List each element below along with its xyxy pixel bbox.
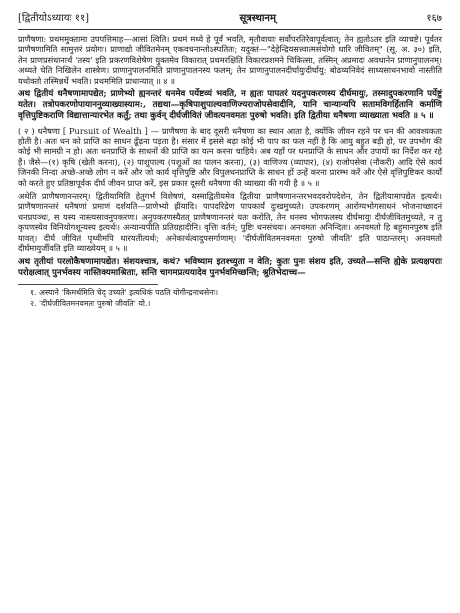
commentary-paragraph: अथेति प्राणैषणानन्तरम्। द्वितीयामिति हेतुगर्भं विशेषणं, यस्माद्वितीयमेव द्वितीया प्राणैषणानन्तरभवदवरोपदेशेन, तेन द्वितीयामापद्येत इत्यर्थः। प्राणैषणानन्तरं धनैषणां प्रमाणं दर्शयति—प्राणेभ्यो ह्रीयादि। पापदरिद्रेण पापकार्यं दुःखमुच्यते। उपकरणम् आरोग्यभोगसाधनं भोजनाच्छादनं धनप्रपञ्चः, स यस्य नास्त्यसावनुपकरणः। अनुपकरणस्यैतत् प्राणैषणानन्तरं यतः करोति, तेन धनस्य भोगफलस्य दीर्घमायुः दीर्घजीवितमुच्यते, न तु कृपणस्येव विनियोगशून्यस्य इत्यर्थः। अन्यान्यपीति प्रतिग्रहादीनि। वृत्तिः वर्तनं; पुष्टिः धनसंचयः। अनवमतः अनिन्दितः। अनवमतो हि बहुमानपुरुष इति यावत्। दीर्घ जीवितं पृथ्वीमपि धारयतीत्यर्थः; अनेकार्थत्वादुपसर्गाणाम्। 'दीर्घजीवितमनवमतः पुरुषो जीवति' इति पाठान्तरम्। अनवमतो दीर्घमायुर्जीवति इति व्याख्येयम् ॥ ५ ॥ bbox=[18, 191, 442, 254]
footnotes bbox=[18, 288, 442, 309]
commentary-paragraph: प्राणैषणा: प्रथममुक्तामा उपपत्तिमाह—आसां त्विति। प्रथमं मध्ये हे पूर्वं भवति, मृतौवायाः सर्वोपरतिरेवापूर्वत्वात्; तेन ह्यतोऽतर इति व्याचष्टे। पूर्वतर प्राणैषणामिति सामुत्तरं प्रयोगः। प्राणाद्यो जीवितमेनम् एकवचनान्तोऽस्पतितः; यदुक्तं—"देहेन्द्रियसत्त्वात्मसंयोगो धारि जीवितम्" (सू. अ. ३०) इति, तेन प्राणप्रसंधानार्थं 'तस्य' इति प्रकरणविशेषेण युक्तमेव विकारात् प्रथमरक्षिति विकारप्रशमने चिकित्सा, तस्मिन् अप्रमादः अवधानेन प्राणानुपालनम्। अथ्यते चेति निखिलेन शास्त्रेण। प्राणानुपालनमिति प्राणानुपालनस्य फलम्; तेन प्राणानुपालनदीर्घायुःदीर्घायु: बोढव्यनिवेदं साध्यसाधनभावो नास्तीति यथोक्तो तस्मिन्नर्थे भवति। प्रथममिति प्राधान्यात् ॥ ४ ॥ bbox=[18, 34, 442, 86]
sutra-verse-paragraph: अथ तृतीयां परलोकैषणामापद्येत। संशयश्चात्र, कथं? भविष्याम इतश्च्युता न वेति; कुतः पुनः संशय इति, उच्यते—सन्ति ह्येके प्रत्यक्षपराः परोक्षत्वात् पुनर्भवस्य नास्तिक्यमाश्रिताः, सन्ति चागमप्रत्ययादेव पुनर्भवमिच्छन्ति; श्रुतिभेदाच्च— bbox=[18, 256, 442, 278]
footnote-separator bbox=[18, 284, 158, 285]
footnote: १. अस्याने 'किमर्थमिति चेद् उच्यते' इत्यधिकं पठति योगीन्द्रनाथसेनः। bbox=[30, 287, 219, 297]
running-header bbox=[18, 12, 442, 30]
section-title: सूत्रस्थानम् bbox=[239, 13, 276, 24]
sutra-verse-paragraph: अथ द्वितीयं धनैषणामापद्येत; प्राणेभ्यो ह्यनन्तरं धनमेव पर्येष्टव्यं भवति, न ह्यतः पापतरं यदनुपकरणस्य दीर्घमायुः, तस्मादुपकरणानि पर्येष्टुं यतेत। तत्रोपकरणोपायाननुव्याख्यास्याम:, तद्यथा—कृषिपाशुपाल्यवाणिज्यराजोपसेवादीनि, यानि चान्यान्यपि सतामविगर्हितानि कर्माणि वृत्तिपुष्टिकराणि विद्यात्तान्यारभेत कर्तुं; तथा कुर्वन् दीर्घजीवितं जीवत्यनवमतः पुरुषो भवति। इति द्वितीया धनैषणा व्याख्याता भवति ॥ ५ ॥ bbox=[18, 89, 442, 122]
page-number: १६७ bbox=[426, 13, 442, 24]
hindi-translation-paragraph: ( २ ) धनैषणा [ Pursuit of Wealth ] — प्राणैषणा के बाद दूसरी धनैषणा का स्थान आता है, क्योंकि जीवन रहने पर धन की आवश्यकता होती है। अतः धन को प्राप्ति का साधन ढूँढ़ना पड़ता है। संसार में इससे बढ़ा कोई भी पाप का फल नहीं है कि आयु बहुत बड़ी हो, पर उपभोग की कोई भी सामग्री न हो। अतः धनप्राप्ति के साधनों की प्राप्ति का यत्न करना चाहिये। अब यहाँ पर धनप्राप्ति के साधन और उपायों का निर्देश कर रहे हैं। जैसे—(१) कृषि (खेती करना), (२) पाशुपाल्य (पशुओं का पालन करना), (३) वाणिज्य (व्यापार), (४) राजोपसेवा (नौकरी) आदि ऐसे कार्य जिनकी निन्दा अच्छे-अच्छे लोग न करें और जो कार्य वृत्तिपुष्टि और विपुलधनप्राप्ति के साधन हों उन्हें करना प्रारम्भ करें और ऐसे वृत्तिपुष्टिकर कार्यों को करते हुए प्रतिष्ठापूर्वक दीर्घ जीवन प्राप्त करें, इस प्रकार दूसरी धनैषणा की व्याख्या की गयी है ॥ ५ ॥ bbox=[18, 125, 442, 188]
chapter-label: [द्वितीयोऽध्यायः ११] bbox=[18, 13, 90, 24]
footnote: २. 'दीर्घजीवितमनवमतः पुरुषो जीवति' यो.। bbox=[30, 298, 151, 308]
